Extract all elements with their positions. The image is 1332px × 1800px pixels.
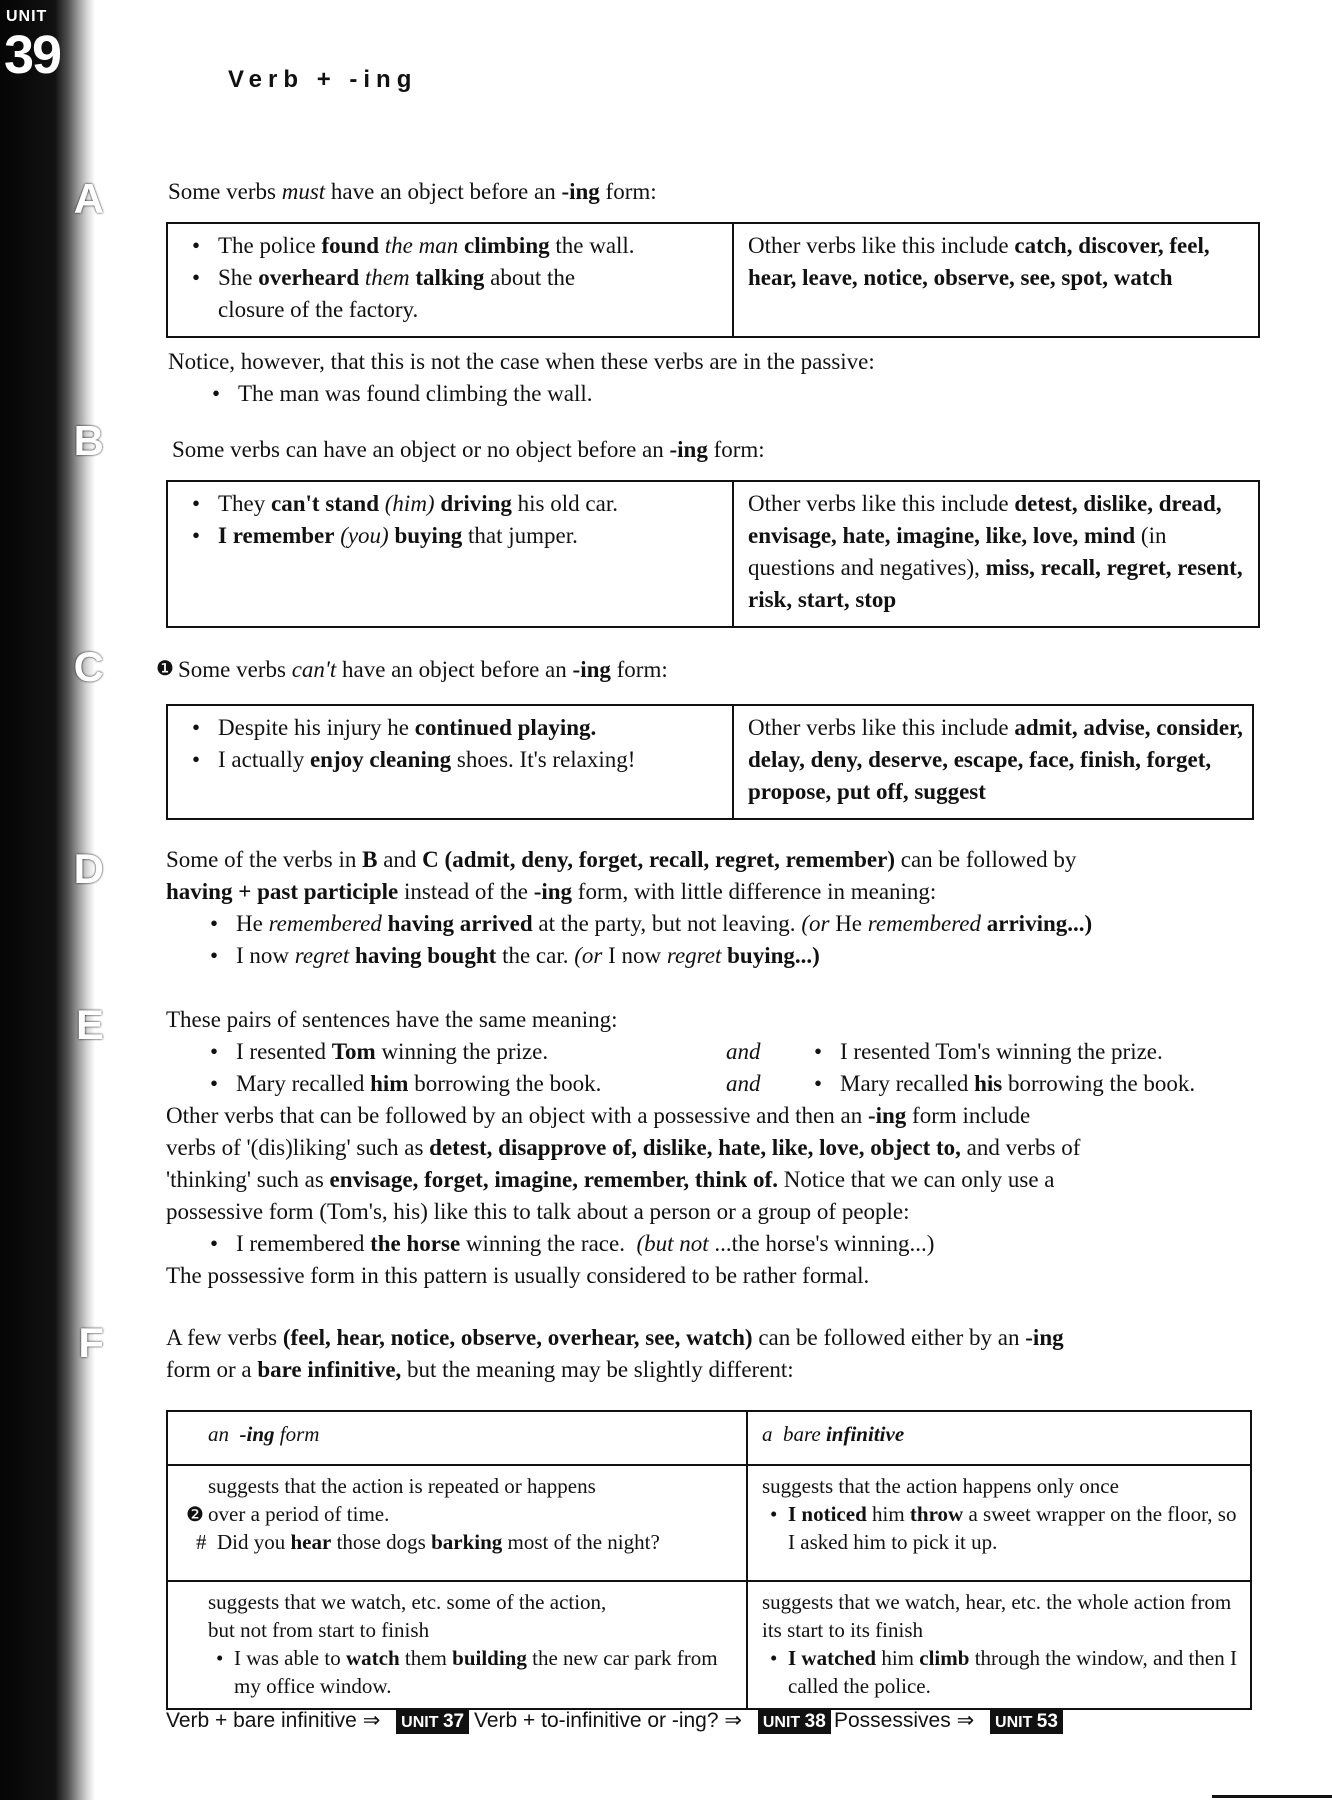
section-d-text: Some of the verbs in B and C (admit, deny, forget, recall, regret, remember) can be followed by <box>166 847 1077 872</box>
unit-badge: UNIT 38 <box>758 1709 831 1734</box>
footer-link-possessives[interactable] <box>834 1708 1063 1734</box>
section-a-box <box>166 222 1260 338</box>
example-item: • I resented Tom's winning the prize. <box>840 1036 1163 1068</box>
table-cell: suggests that the action is repeated or happens over a period of time. # Did you hear those dogs barking most of the night? <box>167 1465 747 1581</box>
example-item: • Despite his injury he continued playing. <box>192 712 732 744</box>
example-item: • I was able to watch them building the new car park from my office window. <box>208 1644 738 1700</box>
section-c-box <box>166 704 1254 820</box>
footer-link-verb-to-infinitive-or-ing[interactable] <box>474 1708 831 1734</box>
arrow-icon: ⇒ <box>724 1709 742 1732</box>
example-item: • I watched him climb through the window, and then I called the police. <box>762 1644 1242 1700</box>
section-e-text: 'thinking' such as envisage, forget, imagine, remember, think of. Notice that we can only use a <box>166 1167 1055 1192</box>
example-item: • The man was found climbing the wall. <box>238 378 593 410</box>
example-item: • They can't stand (him) driving his old car. <box>192 488 732 520</box>
example-item: • I remembered the horse winning the race. (but not ...the horse's winning...) <box>236 1228 934 1260</box>
section-b-box <box>166 480 1260 628</box>
section-c-intro: Some verbs can't have an object before an -ing form: <box>178 657 668 682</box>
example-item: • I remember (you) buying that jumper. <box>192 520 732 552</box>
passive-note: Notice, however, that this is not the case when these verbs are in the passive: <box>168 349 875 374</box>
example-item: • The police found the man climbing the wall. <box>192 230 732 262</box>
section-b-intro: Some verbs can have an object or no object before an -ing form: <box>172 437 765 462</box>
unit-badge: UNIT 53 <box>990 1709 1063 1734</box>
example-item: • I now regret having bought the car. (or I now regret buying...) <box>236 940 820 972</box>
footer-ref-label: Possessives <box>834 1709 951 1732</box>
section-e-text: Other verbs that can be followed by an object with a possessive and then an -ing form include <box>166 1103 1031 1128</box>
unit-number: 39 <box>4 25 61 85</box>
example-item: • She overheard them talking about the <box>192 262 732 294</box>
unit-side-strip <box>0 0 95 1800</box>
column-header: an -ing form <box>167 1411 747 1465</box>
example-item: • I resented Tom winning the prize. <box>236 1036 548 1068</box>
example-item: • Mary recalled his borrowing the book. <box>840 1068 1195 1100</box>
page-title: Verb + -ing <box>228 66 418 93</box>
unit-label: UNIT <box>6 8 48 25</box>
section-marker-a: A <box>73 175 104 222</box>
section-e-text: possessive form (Tom's, his) like this to talk about a person or a group of people: <box>166 1199 910 1224</box>
section-f-text: A few verbs (feel, hear, notice, observe, overhear, see, watch) can be followed either by an -ing <box>166 1325 1064 1350</box>
section-e-text: These pairs of sentences have the same meaning: <box>166 1007 618 1032</box>
table-cell: suggests that we watch, hear, etc. the whole action from its start to its finish • I watched him climb through the window, and then I called the police. <box>747 1581 1251 1709</box>
section-marker-b: B <box>73 417 104 464</box>
other-verbs-note: Other verbs like this include detest, dislike, dread, envisage, hate, imagine, like, love, mind (in questions and negatives), miss, recall, regret, resent, risk, start, stop <box>748 491 1243 612</box>
example-item: • I noticed him throw a sweet wrapper on the floor, so I asked him to pick it up. <box>762 1500 1242 1556</box>
annotation-mark: ❶ <box>156 656 174 680</box>
other-verbs-note: Other verbs like this include admit, advise, consider, delay, deny, deserve, escape, face, finish, forget, propose, put off, suggest <box>748 715 1243 804</box>
example-item: • Mary recalled him borrowing the book. <box>236 1068 601 1100</box>
section-marker-e: E <box>75 1001 104 1048</box>
section-f-text: form or a bare infinitive, but the meaning may be slightly different: <box>166 1357 794 1382</box>
table-cell: suggests that the action happens only once • I noticed him throw a sweet wrapper on the floor, so I asked him to pick it up. <box>747 1465 1251 1581</box>
section-marker-c: C <box>73 643 104 690</box>
other-verbs-note: Other verbs like this include catch, discover, feel, hear, leave, notice, observe, see, spot, watch <box>748 233 1210 290</box>
footer-ref-label: Verb + bare infinitive <box>166 1709 357 1732</box>
footer-ref-label: Verb + to-infinitive or -ing? <box>474 1709 719 1732</box>
unit-badge: UNIT 37 <box>396 1709 469 1734</box>
example-item: • I actually enjoy cleaning shoes. It's relaxing! <box>192 744 732 776</box>
column-header: a bare infinitive <box>747 1411 1251 1465</box>
arrow-icon: ⇒ <box>362 1709 381 1732</box>
arrow-icon: ⇒ <box>956 1709 975 1732</box>
footer-link-verb-bare-infinitive[interactable] <box>166 1708 469 1734</box>
section-marker-d: D <box>73 845 104 892</box>
example-item: # Did you hear those dogs barking most of the night? <box>196 1530 660 1554</box>
annotation-mark: ❷ <box>186 1502 204 1526</box>
page-edge-line <box>1212 1795 1332 1798</box>
example-item: • He remembered having arrived at the party, but not leaving. (or He remembered arriving...) <box>236 908 1092 940</box>
and-connector: and <box>726 1039 761 1064</box>
comparison-table <box>166 1410 1252 1710</box>
section-a-intro: Some verbs must have an object before an -ing form: <box>168 179 657 204</box>
table-cell: suggests that we watch, etc. some of the action, but not from start to finish • I was able to watch them building the new car park from my office window. <box>167 1581 747 1709</box>
section-e-text: The possessive form in this pattern is usually considered to be rather formal. <box>166 1263 870 1288</box>
and-connector: and <box>726 1071 761 1096</box>
section-d-text: having + past participle instead of the -ing form, with little difference in meaning: <box>166 879 937 904</box>
section-marker-f: F <box>78 1319 104 1366</box>
example-continuation: closure of the factory. <box>218 297 419 322</box>
section-e-text: verbs of '(dis)liking' such as detest, disapprove of, dislike, hate, like, love, object to, and verbs of <box>166 1135 1081 1160</box>
